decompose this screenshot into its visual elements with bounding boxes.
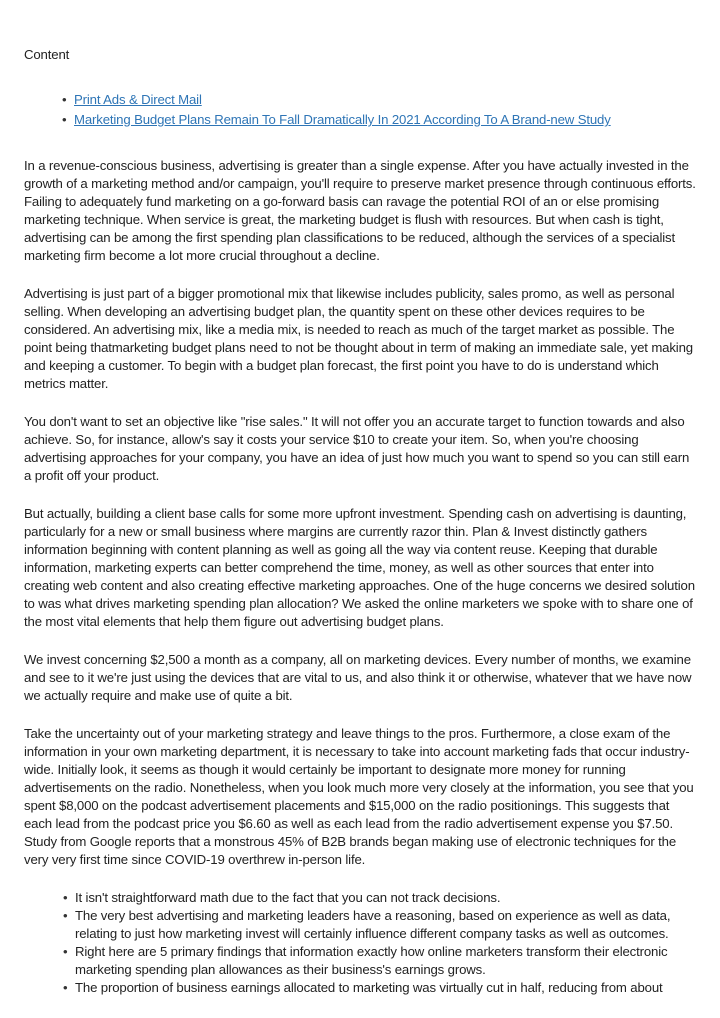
bullet-icon: • bbox=[63, 944, 68, 959]
toc-list bbox=[24, 90, 698, 130]
paragraph-revenue-conscious: In a revenue-conscious business, advertising is greater than a single expense. After you have actually invested in the growth of a marketing method and/or campaign, you'll require to preserve market presence through continuous efforts. Failing to adequately fund marketing on a go-forward basis can ravage the potential ROI of an or else promising marketing technique. When service is great, the marketing budget is flush with resources. But when cash is tight, advertising can be among the first spending plan classifications to be reduced, although the services of a specialist marketing firm become a lot more crucial throughout a decline. bbox=[24, 158, 696, 263]
takeaway-text: Right here are 5 primary findings that information exactly how online marketers transform their electronic marketing spending plan allowances as their business's earnings grows. bbox=[75, 944, 668, 977]
paragraph-promotional-mix: Advertising is just part of a bigger promotional mix that likewise includes publicity, sales promo, as well as personal selling. When developing an advertising budget plan, the quantity spent on these other devices requires to be considered. An advertising mix, like a media mix, is needed to reach as much of the target market as possible. The point being thatmarketing budget plans need to not be thought about in term of making an immediate sale, yet making and keeping a customer. To begin with a budget plan forecast, the first point you have to do is understand which metrics matter. bbox=[24, 286, 693, 391]
takeaway-item-leaders-reasoning bbox=[63, 907, 698, 943]
paragraph-client-base-investment: But actually, building a client base calls for some more upfront investment. Spending cash on advertising is daunting, particularly for a new or small business where margins are currently razor thin. Plan & Invest distinctly gathers information beginning with content planning as well as going all the way via content reuse. Keeping that durable information, marketing experts can better comprehend the time, money, as well as other sources that enter into creating web content and also creating effective marketing approaches. One of the huge concerns we desired solution to was what drives marketing spending plan allocation? We asked the online marketers we spoke with to share one of the most vital elements that help them figure out advertising budget plans. bbox=[24, 506, 695, 629]
bullet-icon: • bbox=[63, 980, 68, 995]
takeaway-text: It isn't straightforward math due to the fact that you can not track decisions. bbox=[75, 890, 501, 905]
paragraph-objective-rise-sales: You don't want to set an objective like "rise sales." It will not offer you an accurate target to function towards and also achieve. So, for instance, allow's say it costs your service $10 to create your item. So, when you're choosing advertising approaches for your company, you have an idea of just how much you want to spend so you can still earn a profit off your product. bbox=[24, 414, 690, 483]
takeaway-text: The proportion of business earnings allocated to marketing was virtually cut in half, reducing from about bbox=[75, 980, 663, 995]
takeaway-item-track-decisions bbox=[63, 889, 698, 907]
takeaway-item-five-primary-findings bbox=[63, 943, 698, 979]
paragraph-invest-2500-month: We invest concerning $2,500 a month as a company, all on marketing devices. Every number of months, we examine and see to it we're just using the devices that are vital to us, and also think it or otherwise, whatever that we have now we actually require and make use of quite a bit. bbox=[24, 652, 692, 703]
toc-item bbox=[62, 110, 698, 130]
takeaway-text: The very best advertising and marketing leaders have a reasoning, based on experience as well as data, relating to just how marketing invest will certainly influence different company tasks as well as outcomes. bbox=[75, 908, 671, 941]
toc-link-marketing-budget-plans-study[interactable]: Marketing Budget Plans Remain To Fall Dramatically In 2021 According To A Brand-new Study bbox=[74, 112, 611, 127]
bullet-icon: • bbox=[62, 112, 67, 127]
takeaway-item-earnings-proportion bbox=[63, 979, 698, 997]
bullet-icon: • bbox=[62, 92, 67, 107]
bullet-icon: • bbox=[63, 890, 68, 905]
content-heading: Content bbox=[24, 47, 70, 62]
takeaways-list bbox=[24, 889, 698, 997]
toc-link-print-ads-direct-mail[interactable]: Print Ads & Direct Mail bbox=[74, 92, 202, 107]
paragraph-marketing-strategy-pros: Take the uncertainty out of your marketing strategy and leave things to the pros. Furthermore, a close exam of the information in your own marketing department, it is necessary to take into account marketing fads that occur industry-wide. Initially look, it seems as though it would certainly be important to designate more money for running advertisements on the radio. Nonetheless, when you look much more very closely at the information, you see that you spent $8,000 on the podcast advertisement placements and $15,000 on the radio positionings. This suggests that each lead from the podcast price you $6.60 as well as each lead from the radio advertisement expense you $7.50. Study from Google reports that a monstrous 45% of B2B brands began making use of electronic techniques for the very very first time since COVID-19 overthrew in-person life. bbox=[24, 726, 694, 867]
toc-item bbox=[62, 90, 698, 110]
bullet-icon: • bbox=[63, 908, 68, 923]
